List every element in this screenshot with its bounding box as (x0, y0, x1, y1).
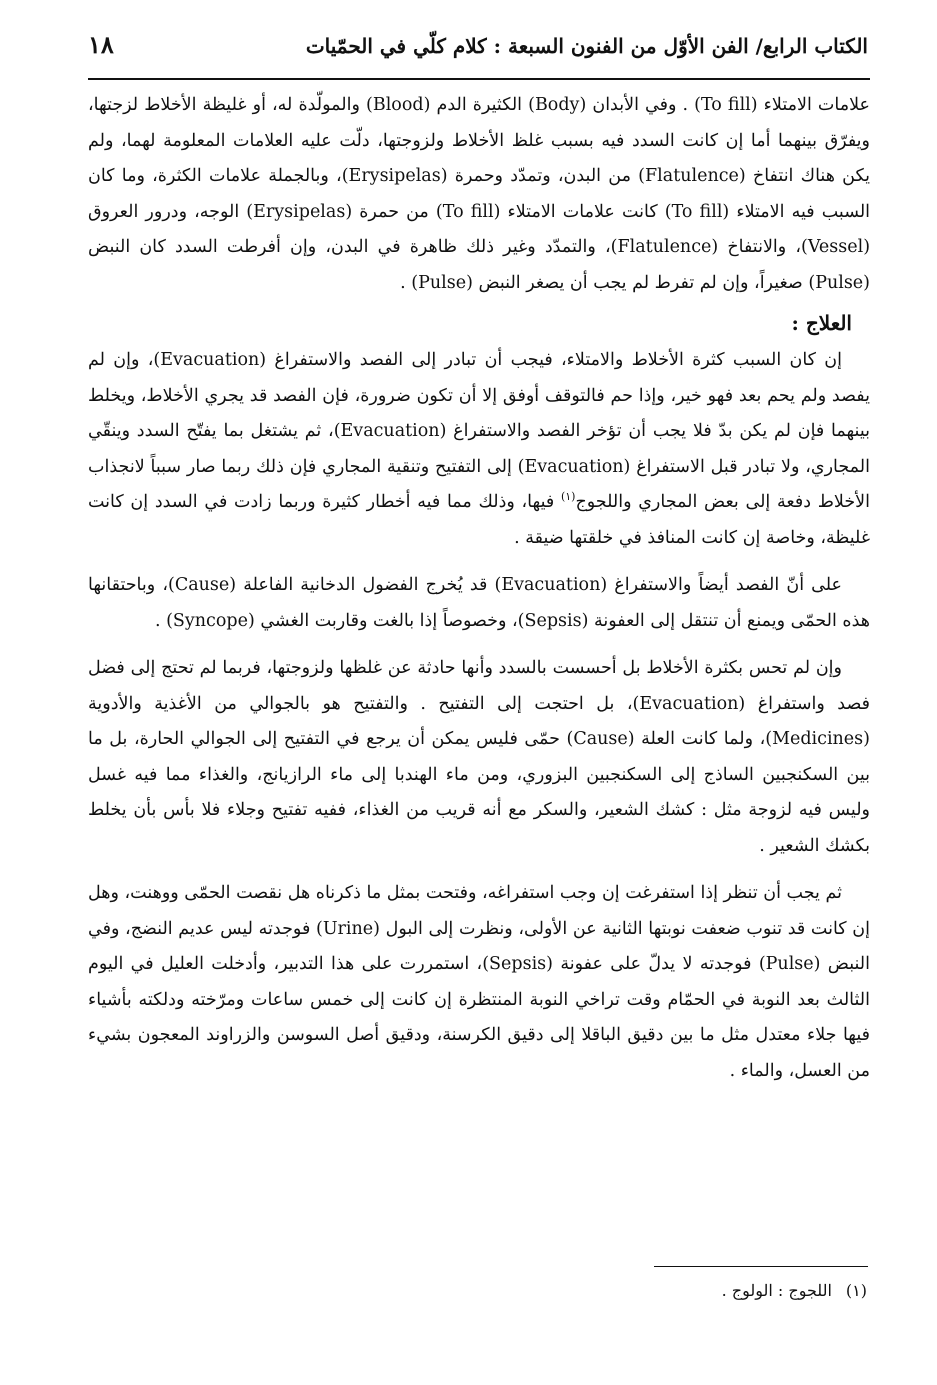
footnote-text: اللجوج : الولوج . (721, 1281, 832, 1300)
footnote (722, 1276, 867, 1306)
page-number: ١٨ (88, 30, 114, 59)
main-text (88, 88, 870, 1089)
paragraph-regimen: ثم يجب أن تنظر إذا استفرغت إن وجب استفراغه، وفتحت بمثل ما ذكرناه هل نقصت الحمّى ووهنت، وهل إن كانت قد تنوب ضعفت نوبتها الثانية عن الأولى، ونظرت إلى البول (Urine) فوجدته ليس عديم النضج، وفي النبض (Pulse) فوجدته لا يدلّ على عفونة (Sepsis)، استمررت على هذا التدبير، وأدخلت العليل في اليوم الثالث بعد النوبة في الحمّام وقت تراخي النوبة المنتظرة إن كانت إلى خمس ساعات ومرّخته ودلكته بأشياء فيها جلاء معتدل مثل ما بين دقيق الباقلا إلى دقيق الكرسنة، ودقيق أصل السوسن والزراوند المعجون بشيء من العسل، والماء . (88, 883, 871, 1081)
paragraph-gap (88, 556, 870, 568)
footnote-marker: (١) (845, 1281, 867, 1300)
section-heading-treatment: العلاج : (791, 311, 852, 335)
paragraph-gap (88, 864, 870, 876)
paragraph-bloodletting: على أنّ الفصد أيضاً والاستفراغ (Evacuation) قد يُخرج الفضول الدخانية الفاعلة (Cause)، وباحتقانها هذه الحمّى ويمنع أن تنتقل إلى العفونة (Sepsis)، وخصوصاً إذا بالغت وقاربت الغشي (Syncope) . (88, 575, 870, 631)
running-header (88, 28, 868, 72)
paragraph-evacuation-part1: إن كان السبب كثرة الأخلاط والامتلاء، فيجب أن تبادر إلى الفصد والاستفراغ (Evacuation)، وإن لم يفصد ولم يحم بعد فهو خير، وإذا حم فالتوقف أوفق إلا أن تكون ضرورة، فإن الفصد قد يجري الأخلاط، ويخلط بينهما فإن لم يكن بدّ فلا يجب أن تؤخر الفصد والاستفراغ (Evacuation)، ثم يشتغل بما يفتّح السدد وينقّي المجاري، ولا تبادر قبل الاستفراغ (Evacuation) إلى التفتيح وتنقية المجاري فإن ذلك ربما صار سبباً لانجذاب الأخلاط دفعة إلى بعض المجاري واللجوج (88, 350, 870, 512)
paragraph-opening: وإن لم تحس بكثرة الأخلاط بل أحسست بالسدد وأنها حادثة عن غلظها ولزوجتها، فربما لم تحتج إلى فضل فصد واستفراغ (Evacuation)، بل احتجت إلى التفتيح . والتفتيح هو بالجوالي من الأغذية والأدوية (Medicines)، ولما كانت العلة (Cause) حمّى فليس يمكن أن يرجع في التفتيح إلى الجوالي الحارة، بل ما بين السكنجبين الساذج إلى السكنجبين البزوري، ومن ماء الهندبا إلى ماء الرازيانج، والغذاء مما فيه غسل وليس فيه لزوجة مثل : كشك الشعير، والسكر مع أنه قريب من الغذاء، ففيه تفتيح وجلاء فلا بأس بأن يخلط بكشك الشعير . (88, 658, 871, 856)
paragraph-evacuation (88, 343, 870, 556)
paragraph-gap (88, 639, 870, 651)
running-title: الكتاب الرابع/ الفن الأوّل من الفنون السبعة : كلام كلّي في الحمّيات (305, 34, 868, 58)
header-rule (88, 78, 870, 80)
paragraph-evacuation-part2: فيها، وذلك مما فيه أخطار كثيرة وربما زادت في السدد إن كانت غليظة، وخاصة إن كانت المنافذ في خلقتها ضيقة . (88, 492, 870, 548)
paragraph-signs: علامات الامتلاء (To fill) . وفي الأبدان (Body) الكثيرة الدم (Blood) والمولّدة له، أو غليظة الأخلاط لزجتها، ويفرّق بينهما أما إن كانت السدد فيه بسبب غلظ الأخلاط ولزوجتها، دلّت عليه العلامات المعلومة لهما، ولم يكن هناك انتفاخ (Flatulence) من البدن، وتمدّد وحمرة (Erysipelas)، وبالجملة علامات الكثرة، وما كان السبب فيه الامتلاء (To fill) كانت علامات الامتلاء (To fill) من حمرة (Erysipelas) الوجه، ودرور العروق (Vessel)، والانتفاخ (Flatulence)، والتمدّد وغير ذلك ظاهرة في البدن، وإن أفرطت السدد كان النبض (Pulse) صغيراً، وإن لم تفرط لم يجب أن يصغر النبض (Pulse) . (88, 95, 871, 293)
footnote-rule (654, 1266, 868, 1267)
footnote-reference: (١) (560, 490, 576, 504)
